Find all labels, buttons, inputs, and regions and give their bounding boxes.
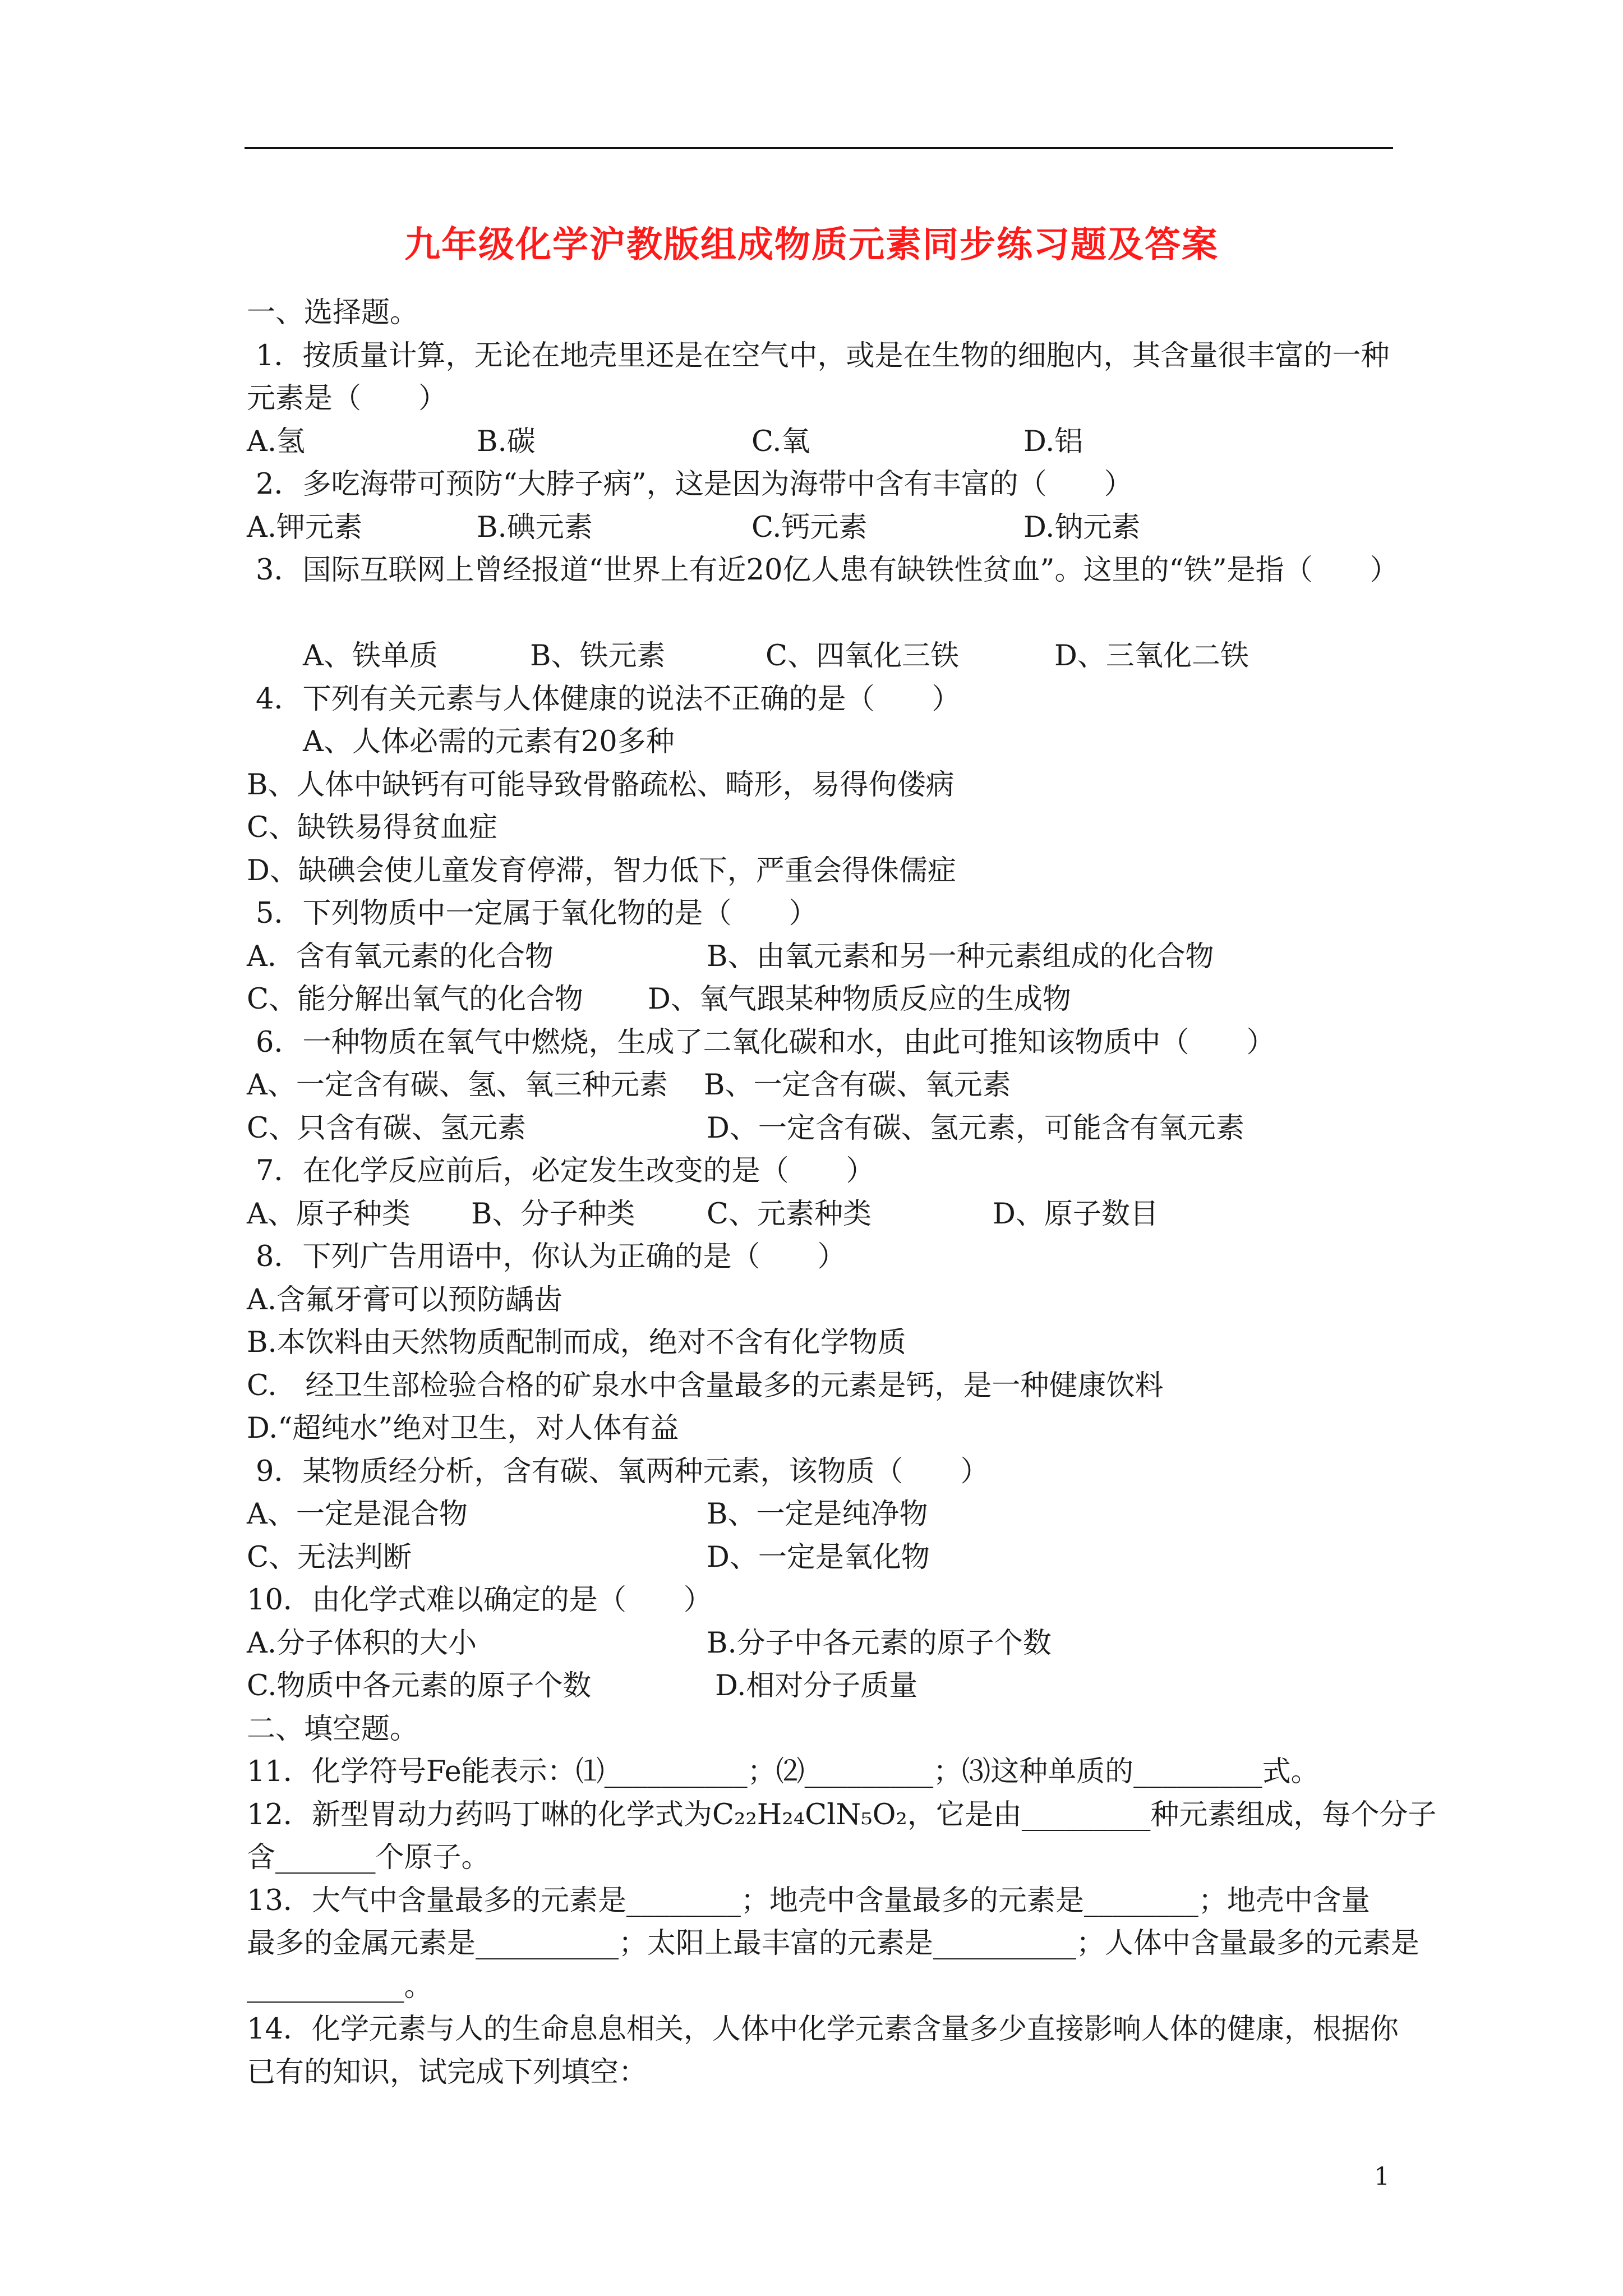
question-line: 1．按质量计算，无论在地壳里还是在空气中，或是在生物的细胞内，其含量很丰富的一种: [256, 339, 1390, 372]
answer-options: [247, 978, 1396, 1022]
option-a: C、能分解出氧气的化合物: [247, 983, 584, 1016]
text-line: 元素是（ ）: [247, 382, 448, 415]
question-line: 2．多吃海带可预防“大脖子病”，这是因为海带中含有丰富的（ ）: [256, 468, 1133, 501]
question-line: 4．下列有关元素与人体健康的说法不正确的是（ ）: [256, 682, 961, 716]
option-b: B、铁元素: [530, 639, 666, 673]
text-line: 已有的知识，试完成下列填空：: [247, 2055, 648, 2089]
option-b: B.碳: [477, 425, 536, 458]
text-line: 14．化学元素与人的生命息息相关，人体中化学元素含量多少直接影响人体的健康，根据你: [247, 2013, 1399, 2046]
text-line: ___________。: [247, 1970, 433, 2003]
question-line: 7．在化学反应前后，必定发生改变的是（ ）: [256, 1154, 875, 1188]
question-line: 9．某物质经分析，含有碳、氧两种元素，该物质（ ）: [256, 1455, 989, 1488]
text-line: D.“超纯水”绝对卫生，对人体有益: [247, 1412, 679, 1445]
text-line: 二、填空题。: [247, 1712, 419, 1746]
page-title: 九年级化学沪教版组成物质元素同步练习题及答案: [404, 224, 1219, 266]
option-b: B、由氧元素和另一种元素组成的化合物: [707, 940, 1214, 973]
option-d: D、原子数目: [993, 1197, 1159, 1231]
option-a: A、铁单质: [303, 639, 438, 673]
text-line: 含_______个原子。: [247, 1841, 490, 1874]
option-a: A.钾元素: [247, 510, 363, 544]
option-d: D、三氧化二铁: [1054, 639, 1249, 673]
option-b: B、一定是纯净物: [707, 1498, 928, 1531]
answer-options: [247, 1622, 1396, 1665]
header-rule: [245, 147, 1393, 149]
option-a: A、原子种类: [247, 1197, 411, 1231]
text-line: A.含氟牙膏可以预防龋齿: [247, 1283, 563, 1317]
option-b: B.碘元素: [477, 510, 593, 544]
option-b: D、一定是氧化物: [707, 1540, 930, 1574]
question-line: 5．下列物质中一定属于氧化物的是（ ）: [256, 897, 818, 930]
option-b: D、一定含有碳、氢元素，可能含有氧元素: [707, 1111, 1244, 1145]
option-c: C.氧: [751, 425, 810, 458]
question-line: 3．国际互联网上曾经报道“世界上有近20亿人患有缺铁性贫血”。这里的“铁”是指（ ）: [256, 554, 1399, 587]
text-line: 最多的金属元素是__________；太阳上最丰富的元素是__________；人体中含量最多的元素是: [247, 1927, 1420, 1960]
option-a: A．含有氧元素的化合物: [247, 940, 554, 973]
text-line: 一、选择题。: [247, 296, 419, 329]
answer-options: [247, 1665, 1396, 1708]
text-line: 10．由化学式难以确定的是（ ）: [247, 1584, 712, 1617]
text-line: 11．化学符号Fe能表示：⑴__________；⑵_________；⑶这种单质的_________式。: [247, 1755, 1320, 1788]
option-a: C.物质中各元素的原子个数: [247, 1669, 592, 1703]
text-line: A、人体必需的元素有20多种: [303, 725, 675, 758]
answer-options: [247, 421, 1396, 464]
answer-options: [247, 936, 1396, 979]
option-a: A、一定是混合物: [247, 1498, 468, 1531]
option-a: A.氢: [247, 425, 306, 458]
text-line: [247, 592, 1396, 636]
option-a: C、无法判断: [247, 1540, 412, 1574]
answer-options: [247, 507, 1396, 550]
text-line: D、缺碘会使儿童发育停滞，智力低下，严重会得侏儒症: [247, 854, 956, 887]
option-c: C.钙元素: [751, 510, 868, 544]
option-c: C、元素种类: [707, 1197, 872, 1231]
option-b: B、分子种类: [471, 1197, 635, 1231]
text-line: C、缺铁易得贫血症: [247, 811, 498, 844]
option-a: A.分子体积的大小: [247, 1626, 477, 1660]
answer-options: [247, 1064, 1396, 1107]
option-d: D.铝: [1023, 425, 1083, 458]
option-b: D、氧气跟某种物质反应的生成物: [648, 983, 1071, 1016]
answer-options: [247, 1193, 1396, 1236]
text-line: B、人体中缺钙有可能导致骨骼疏松、畸形，易得佝偻病: [247, 768, 955, 802]
text-line: C. 经卫生部检验合格的矿泉水中含量最多的元素是钙，是一种健康饮料: [247, 1369, 1164, 1402]
text-line: 13．大气中含量最多的元素是________；地壳中含量最多的元素是________；地壳中含量: [247, 1884, 1370, 1917]
text-line: B.本饮料由天然物质配制而成，绝对不含有化学物质: [247, 1326, 906, 1359]
option-b: B.分子中各元素的原子个数: [707, 1626, 1052, 1660]
option-b: D.相对分子质量: [715, 1669, 918, 1703]
option-d: D.钠元素: [1023, 510, 1141, 544]
question-line: 6．一种物质在氧气中燃烧，生成了二氧化碳和水，由此可推知该物质中（ ）: [256, 1025, 1275, 1059]
answer-options: [247, 1536, 1396, 1580]
answer-options: [247, 1493, 1396, 1536]
exercise-body: [247, 292, 1437, 2094]
text-line: 12．新型胃动力药吗丁啉的化学式为C₂₂H₂₄ClN₅O₂，它是由_________种元素组成，每个分子: [247, 1798, 1437, 1832]
page-number: 1: [1374, 2162, 1390, 2191]
option-c: C、四氧化三铁: [766, 639, 960, 673]
question-line: 8．下列广告用语中，你认为正确的是（ ）: [256, 1240, 846, 1273]
option-a: C、只含有碳、氢元素: [247, 1111, 527, 1145]
option-b: B、一定含有碳、氧元素: [704, 1069, 1011, 1102]
answer-options: [247, 1107, 1396, 1151]
option-a: A、一定含有碳、氢、氧三种元素: [247, 1069, 668, 1102]
answer-options: [247, 635, 1396, 678]
